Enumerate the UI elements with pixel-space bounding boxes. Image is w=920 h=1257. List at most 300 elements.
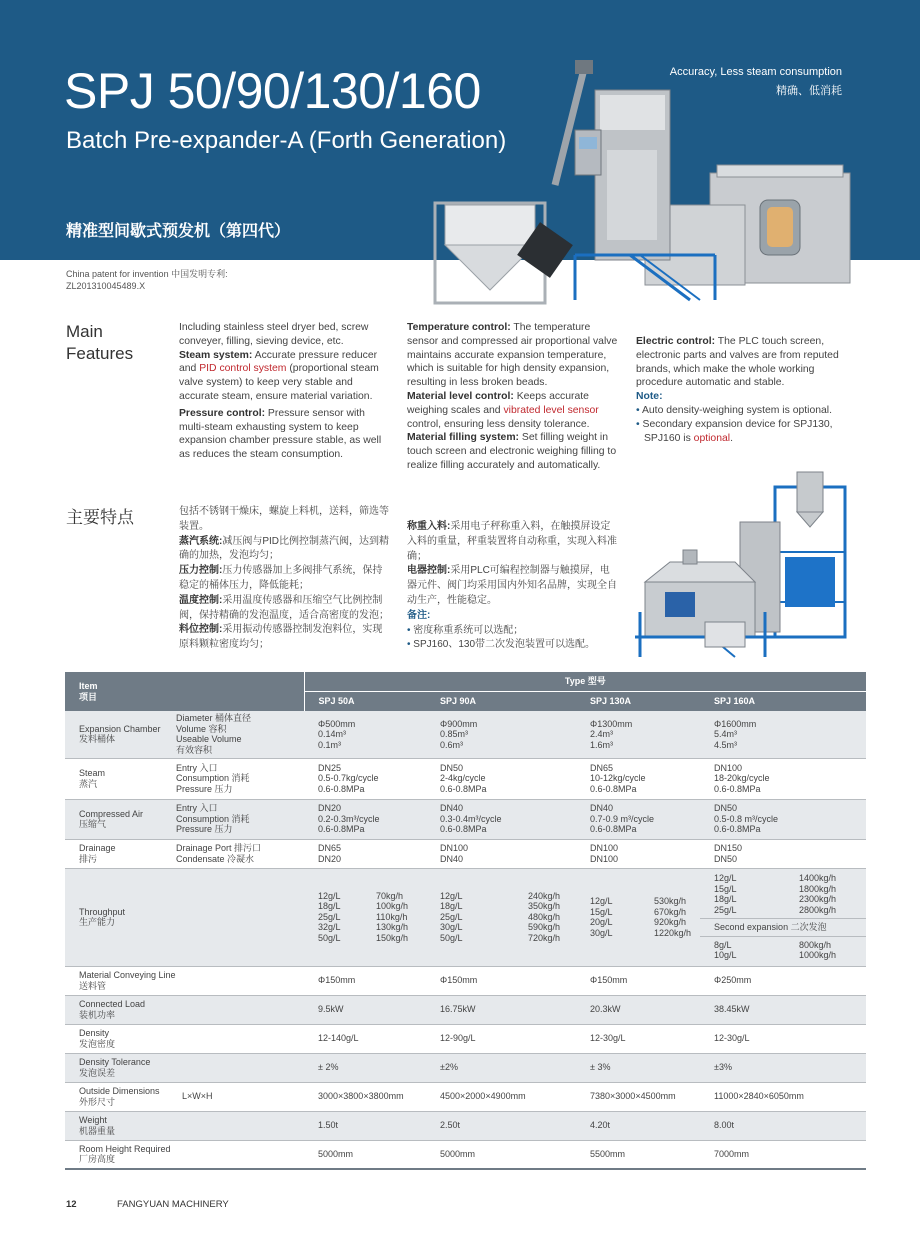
feature-cn-electric [407,564,619,608]
density-list [714,873,799,915]
table-header-type: Type 型号 [304,672,866,692]
output-value: 590kg/h [528,922,561,933]
param: Diameter 桶体直径 [176,713,252,724]
note-item-1-text: Auto density-weighing system is optional. [641,404,832,416]
cell-spj160: 38.45kW [700,995,866,1024]
output-value: 530kg/h [654,896,687,906]
patent-label: China patent for invention 中国发明专利: [66,269,228,279]
features-cn-col-1 [179,505,391,653]
patent-number: ZL201310045489.X [66,281,146,291]
cell-value: 0.6-0.8MPa [714,824,761,835]
row-label [65,1024,304,1053]
cell-spj160: 8.00t [700,1111,866,1140]
cell-value: 5.4m³ [714,729,738,739]
cell-value: DN50 [440,762,464,773]
density-list [318,891,376,944]
cell-value: DN100 [714,762,743,773]
row-label-en: Weight [79,1115,107,1125]
cell-value: 0.6-0.8MPa [714,783,761,794]
feature-cn-pressure [179,564,391,594]
table-row [65,1024,866,1053]
cell-spj130 [576,799,700,839]
feature-pressure-text: Pressure sensor with multi-steam exhausting system to keep expansion chamber pressure stable, as well as reduces the steam consumption. [179,407,382,461]
table-row [65,1140,866,1169]
density-value: 15g/L [590,906,613,917]
cell-spj160 [700,839,866,868]
feature-filling-label: Material filling system: [407,432,520,444]
density-value: 10g/L [714,950,737,961]
cell-spj50 [304,868,426,966]
throughput-main [700,873,866,915]
cell-spj130 [576,758,700,799]
table-row [65,758,866,799]
cell-spj90: 5000mm [426,1140,576,1169]
row-label [65,1082,170,1111]
table-row [65,1082,866,1111]
density-value: 30g/L [440,922,463,933]
row-label-en: Throughput [79,906,126,917]
cell-spj130: 20.3kW [576,995,700,1024]
cell-value: 0.7-0.9 m³/cycle [590,813,655,824]
note-cn-item-1-text: 密度称重系统可以选配； [413,624,524,636]
cell-spj50: 12-140g/L [304,1024,426,1053]
feature-level-highlight: vibrated level sensor [503,404,599,416]
note-item-2-highlight: optional [693,432,731,444]
cell-value: 0.6m³ [440,739,464,750]
row-label-en: Steam [79,768,106,778]
row-label [65,995,304,1024]
bullet-icon: • [636,418,640,430]
page-title-cn: 精准型间歇式预发机（第四代） [66,223,291,240]
row-label-cn: 装机功率 [79,1009,116,1020]
density-list [440,891,528,944]
density-value: 12g/L [440,890,463,901]
feature-cn-electric-label: 电器控制: [407,565,451,577]
throughput-second [700,940,866,961]
param: Entry 入口 [176,762,218,773]
feature-cn-pressure-text: 压力传感器加上多阀排气系统，保持稳定的桶体压力，降低能耗； [179,565,383,591]
output-value: 240kg/h [528,890,561,901]
row-label [65,839,170,868]
cell-spj90: 12-90g/L [426,1024,576,1053]
density-value: 20g/L [590,917,613,927]
cell-value: Φ900mm [440,718,478,729]
cell-value: 0.6-0.8MPa [318,783,365,794]
density-value: 12g/L [714,873,737,884]
param: Pressure 压力 [176,824,233,835]
output-value: 920kg/h [654,917,687,927]
density-value: 18g/L [714,894,737,905]
cell-spj90: Φ150mm [426,966,576,995]
cell-value: DN40 [440,803,464,814]
feature-electric-text: The PLC touch screen, electronic parts and valves are from reputed brands, which make the whole working procedure automatic and stable. [636,336,839,389]
cell-value: DN100 [440,843,469,853]
output-value: 100kg/h [376,901,409,912]
page-title: SPJ 50/90/130/160 [64,63,481,119]
cell-value: Φ1300mm [590,718,633,729]
features-col-2 [407,321,619,473]
feature-cn-temperature-label: 温度控制: [179,594,223,606]
feature-pressure [179,407,391,462]
feature-cn-weigh-text: 采用电子秤称重入料，在触摸屏设定入料的重量，秤重装置将自动称重，实现入料准确； [407,521,617,562]
density-value: 12g/L [590,896,613,906]
features-intro: Including stainless steel dryer bed, screw conveyer, filling, sieving device, etc. [179,322,369,347]
param: Volume 容积 [176,723,227,734]
output-value: 720kg/h [528,932,561,943]
cell-value: DN40 [590,803,614,814]
cell-spj90 [426,799,576,839]
note-cn-title: 备注: [407,609,431,621]
output-value: 1400kg/h [799,873,837,884]
table-row-throughput [65,868,866,966]
machine-image-main [425,55,860,310]
feature-cn-steam-text: 减压阀与PID比例控制蒸汽阀，达到精确的加热，发泡均匀； [179,535,390,562]
output-value: 2800kg/h [799,904,837,915]
table-row [65,799,866,839]
cell-value: 0.5-0.7kg/cycle [318,773,379,784]
main-features-title [66,321,133,365]
row-label-en: Compressed Air [79,808,144,819]
row-label-cn: 发泡密度 [79,1038,116,1049]
feature-steam-text-a: Accurate pressure reducer and [179,349,378,375]
note-item-2-end: . [730,432,733,444]
cell-value: 0.3-0.4m³/cycle [440,813,502,824]
feature-steam-text-b: (proportional steam valve system) to keep very stable and accurate steam, ensure material variation. [179,363,379,402]
cell-spj160: 12-30g/L [700,1024,866,1053]
note-item-1 [636,404,848,418]
model-spj90: SPJ 90A [426,692,576,712]
row-label-en: Outside Dimensions [79,1086,160,1096]
param: Pressure 压力 [176,783,233,794]
cell-value: 2-4kg/cycle [440,773,486,784]
patent-info [66,268,228,292]
density-value: 12g/L [318,890,341,901]
row-label-cn: 机器重量 [79,1125,116,1136]
feature-cn-steam-label: 蒸汽系统: [179,535,223,547]
second-expansion-label: Second expansion 二次发泡 [700,918,866,937]
output-value: 2300kg/h [799,894,837,905]
row-label-en: Expansion Chamber [79,723,161,734]
row-label-cn: 送料管 [79,980,107,991]
cell-value: 0.2-0.3m³/cycle [318,813,380,824]
row-label [65,758,170,799]
cell-spj50: 1.50t [304,1111,426,1140]
cell-value: 0.6-0.8MPa [440,783,487,794]
output-value: 350kg/h [528,901,561,912]
param: Consumption 消耗 [176,813,250,824]
row-label [65,711,170,758]
features-col-1 [179,321,391,462]
row-label [65,799,170,839]
header-item-en: Item [79,680,98,691]
feature-level [407,390,619,431]
row-params [170,799,304,839]
cell-spj160: 7000mm [700,1140,866,1169]
feature-pressure-label: Pressure control: [179,407,266,419]
density-value: 25g/L [318,911,341,922]
param: Entry 入口 [176,803,218,814]
row-param: L×W×H [170,1082,304,1111]
features-cn-col-2 [407,520,619,653]
cell-value: DN150 [714,843,743,853]
cell-spj50 [304,839,426,868]
main-features-title-line1: Main [66,322,103,341]
row-label-en: Room Height Required [79,1143,171,1154]
note-cn-item-2-text: SPJ160、130带二次发泡装置可以选配。 [413,639,596,651]
cell-value: 0.6-0.8MPa [590,783,637,794]
cell-spj50: 9.5kW [304,995,426,1024]
cell-value: DN20 [318,803,342,814]
model-spj130: SPJ 130A [576,692,700,712]
row-label-cn: 压缩气 [79,819,107,829]
table-row [65,966,866,995]
row-label [65,868,170,966]
feature-cn-level-label: 料位控制: [179,624,223,636]
cell-value: DN50 [714,803,738,814]
cell-value: Φ500mm [318,718,356,729]
main-features-title-line2: Features [66,344,134,363]
row-label-cn: 排污 [79,853,98,864]
cell-spj50: 5000mm [304,1140,426,1169]
model-spj50: SPJ 50A [304,692,426,712]
row-label-en: Drainage [79,843,116,853]
features-cn-intro: 包括不锈钢干燥床，螺旋上料机，送料，筛选等装置。 [179,506,389,532]
tagline-en: Accuracy, Less steam consumption [669,66,842,78]
machine-image-secondary [625,462,865,662]
row-label-en: Connected Load [79,999,146,1009]
cell-spj90 [426,868,576,966]
row-params [170,758,304,799]
feature-temperature-label: Temperature control: [407,322,511,333]
cell-spj160 [700,758,866,799]
density-value: 15g/L [714,883,737,894]
output-list [654,896,691,938]
cell-value: 0.14m³ [318,729,347,739]
cell-spj90: ±2% [426,1053,576,1082]
cell-value: 10-12kg/cycle [590,773,646,784]
feature-steam-highlight: PID control system [199,363,287,375]
cell-value: DN25 [318,762,342,773]
param: Condensate 冷凝水 [176,853,255,864]
cell-value: 0.6-0.8MPa [318,824,365,835]
cell-spj130 [576,839,700,868]
cell-value: 1.6m³ [590,739,614,750]
cell-value: 0.6-0.8MPa [590,824,637,835]
output-value: 130kg/h [376,922,409,933]
density-value: 30g/L [590,927,613,938]
feature-cn-weigh-label: 称重入料: [407,521,451,532]
table-row [65,839,866,868]
cell-value: DN65 [590,762,614,773]
cell-spj130: ± 3% [576,1053,700,1082]
cell-value: 2.4m³ [590,729,614,739]
cell-spj130 [576,868,700,966]
density-value: 50g/L [440,932,463,943]
note-cn-item-1 [407,624,619,639]
cell-value: Φ1600mm [714,718,757,729]
density-value: 18g/L [440,901,463,912]
cell-spj50 [304,799,426,839]
table-row [65,711,866,758]
output-value: 1800kg/h [799,883,837,894]
feature-temperature [407,321,619,390]
cell-spj130: Φ150mm [576,966,700,995]
page-subtitle: Batch Pre-expander-A (Forth Generation) [66,127,507,154]
row-label [65,966,304,995]
cell-spj50: 3000×3800×3800mm [304,1082,426,1111]
cell-value: 0.1m³ [318,739,342,750]
header-item-cn: 项目 [79,691,98,702]
density-value: 18g/L [318,901,341,912]
table-row [65,1053,866,1082]
cell-value: 18-20kg/cycle [714,773,770,784]
output-value: 1000kg/h [799,950,837,961]
row-label [65,1053,304,1082]
feature-steam-label: Steam system: [179,349,253,361]
density-value: 8g/L [714,939,732,950]
density-value: 25g/L [714,904,737,915]
cell-spj50 [304,711,426,758]
density-value: 32g/L [318,922,341,933]
cell-spj160: 11000×2840×6050mm [700,1082,866,1111]
row-label-en: Material Conveying Line [79,970,176,980]
features-col-3 [636,335,848,445]
feature-cn-pressure-label: 压力控制: [179,565,223,577]
output-value: 110kg/h [376,911,408,922]
row-label-cn: 发泡误差 [79,1067,116,1078]
row-label-cn: 生产能力 [79,917,116,927]
output-list [528,891,560,944]
row-label-en: Density [79,1028,110,1038]
note-item-2 [636,418,848,446]
output-value: 670kg/h [654,906,687,917]
feature-temperature-text: The temperature sensor and compressed air proportional valve maintains accurate expansion temperature, which is suitable for high density expansion, resulting in less broken beads. [407,322,618,389]
cell-value: DN100 [590,853,619,864]
cell-value: DN65 [318,843,342,853]
row-label [65,1111,304,1140]
tagline-cn: 精确、低消耗 [776,85,842,97]
cell-spj90: 2.50t [426,1111,576,1140]
feature-cn-level-text: 采用振动传感器控制发泡料位，实现原料颗粒密度均匀； [179,624,383,651]
output-value: 150kg/h [376,932,409,943]
cell-spj50: ± 2% [304,1053,426,1082]
main-features-title-cn: 主要特点 [66,508,134,527]
density-list [714,940,799,961]
param: 有效容积 [176,744,213,755]
param: Drainage Port 排污口 [176,843,262,853]
cell-spj90 [426,758,576,799]
feature-cn-electric-text: 采用PLC可编程控制器与触摸屏，电器元件、阀门均采用国内外知名品牌，实现全自动生产，性能稳定。 [407,565,617,606]
param: Useable Volume [176,734,242,745]
feature-steam [179,349,391,404]
cell-spj130: 12-30g/L [576,1024,700,1053]
output-list [799,873,836,915]
note-item-2-text: Secondary expansion device for SPJ130, SPJ160 is [642,418,833,444]
page-number: 12 [66,1199,77,1210]
cell-spj90: 16.75kW [426,995,576,1024]
row-params [170,868,304,966]
cell-value: 0.6-0.8MPa [440,824,487,835]
cell-spj130: 5500mm [576,1140,700,1169]
row-label-cn: 厂房高度 [79,1154,116,1165]
cell-spj160: ±3% [700,1053,866,1082]
note-cn-item-2 [407,638,619,653]
cell-spj160 [700,868,866,966]
density-value: 50g/L [318,932,341,943]
feature-level-text-b: control, ensuring less density tolerance. [407,418,590,430]
specification-table [65,672,866,1170]
feature-cn-steam [179,535,391,565]
cell-value: DN40 [440,853,464,864]
row-params [170,839,304,868]
output-value: 1220kg/h [654,927,692,938]
output-list [799,940,836,961]
cell-spj130: 7380×3000×4500mm [576,1082,700,1111]
model-spj160: SPJ 160A [700,692,866,712]
cell-spj160 [700,711,866,758]
cell-spj130: 4.20t [576,1111,700,1140]
output-list [376,891,408,944]
feature-filling [407,431,619,472]
cell-spj50: Φ150mm [304,966,426,995]
table-header-row [65,672,866,692]
output-value: 480kg/h [528,911,561,922]
feature-electric-label: Electric control: [636,336,716,347]
bullet-icon: • [407,624,411,636]
feature-level-text-a: Keeps accurate weighing scales and [407,390,589,416]
param: Consumption 消耗 [176,773,250,784]
density-value: 25g/L [440,911,463,922]
cell-spj50 [304,758,426,799]
note-title: Note: [636,391,663,403]
cell-value: DN100 [590,843,619,853]
table-header-item [65,672,304,711]
cell-value: 0.5-0.8 m³/cycle [714,813,779,824]
cell-value: DN20 [318,853,342,864]
cell-spj160 [700,799,866,839]
cell-value: DN50 [714,853,738,864]
feature-cn-weigh [407,520,619,564]
density-list [590,896,654,938]
cell-spj130 [576,711,700,758]
feature-filling-text: Set filling weight in touch screen and electronic weighing filling to realize filling accurately and automatically. [407,432,617,471]
cell-spj90 [426,711,576,758]
cell-spj160: Φ250mm [700,966,866,995]
feature-cn-temperature [179,594,391,624]
output-value: 70kg/h [376,890,404,901]
row-params [170,711,304,758]
cell-spj90: 4500×2000×4900mm [426,1082,576,1111]
table-row [65,995,866,1024]
bullet-icon: • [407,639,411,651]
bullet-icon: • [636,404,640,416]
row-label [65,1140,304,1169]
row-label-en: Density Tolerance [79,1057,151,1067]
row-label-cn: 外形尺寸 [79,1096,116,1107]
feature-cn-temperature-text: 采用温度传感器和压缩空气比例控制阀，保持精确的发泡温度，适合高密度的发泡； [179,594,389,621]
cell-value: 0.85m³ [440,729,469,739]
cell-value: 4.5m³ [714,739,738,750]
feature-cn-level [179,623,391,653]
output-value: 800kg/h [799,939,832,950]
table-row [65,1111,866,1140]
company-name: FANGYUAN MACHINERY [117,1199,229,1210]
row-label-cn: 发料桶体 [79,734,116,745]
cell-spj90 [426,839,576,868]
feature-level-label: Material level control: [407,390,514,402]
row-label-cn: 蒸汽 [79,778,98,789]
feature-electric [636,335,848,390]
